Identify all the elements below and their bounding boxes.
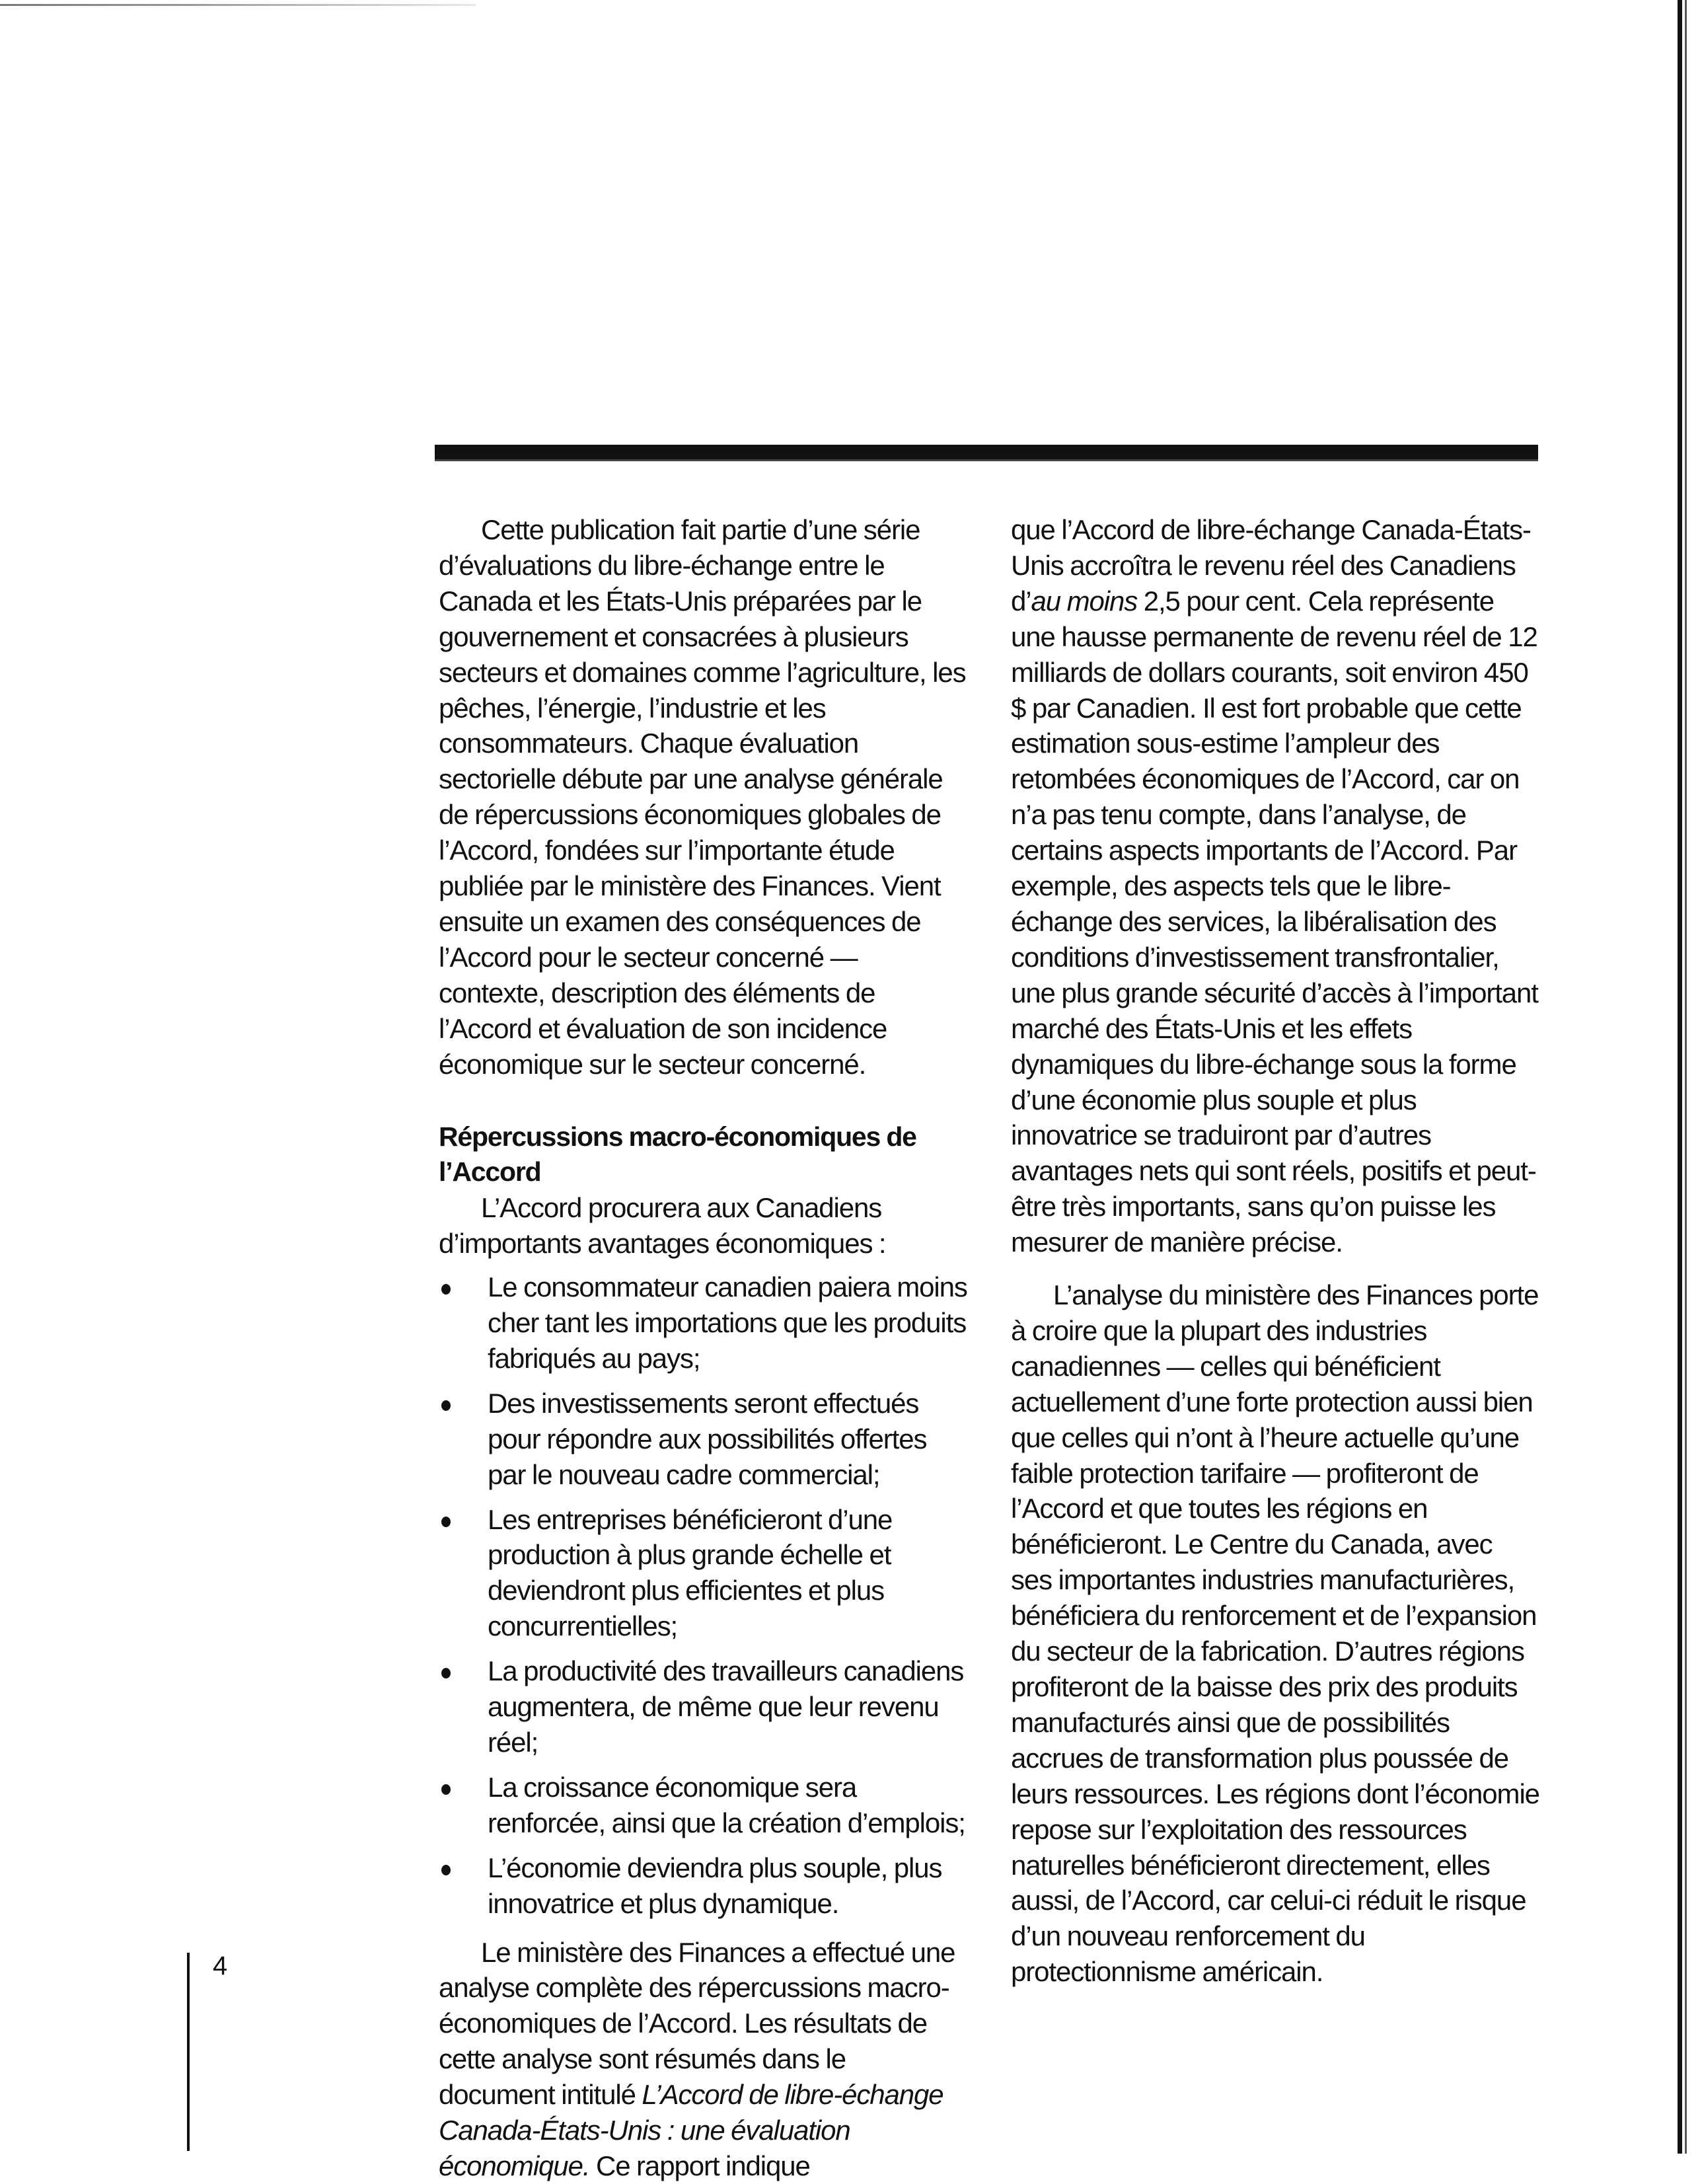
bullet-icon [441, 1865, 451, 1875]
bullet-icon [441, 1400, 451, 1411]
continued-paragraph [1011, 512, 1539, 1260]
section-heading: Répercussions macro-économiques de l’Accord [439, 1121, 916, 1187]
header-rule [435, 445, 1538, 461]
finance-paragraph [439, 1935, 967, 2184]
document-title: L’Accord de libre-échange Canada-États-Unis : une évaluation économique. [439, 2079, 943, 2181]
emphasis-text: au moins [1031, 585, 1138, 617]
list-item-text: L’économie deviendra plus souple, plus innovatrice et plus dynamique. [488, 1852, 942, 1919]
list-item-text: Le consommateur canadien paiera moins cher tant les importations que les produits fabriqués au pays; [488, 1271, 967, 1374]
list-item [439, 1653, 967, 1760]
bullet-icon [441, 1284, 451, 1295]
finance-paragraph-end: Ce rapport indique [595, 2150, 810, 2181]
list-item [439, 1502, 967, 1645]
list-item [439, 1269, 967, 1376]
page-number: 4 [213, 1951, 228, 1980]
page-edge-border [1678, 0, 1687, 2154]
list-item [439, 1770, 967, 1841]
list-item [439, 1850, 967, 1922]
intro-paragraph: Cette publication fait partie d’une série d’évaluations du libre-échange entre le Canada et les États-Unis préparées par le gouvernement et consacrées à plusieurs secteurs et domaines comme l’agriculture, les pêches, l’énergie, l’industrie et les consommateurs. Chaque évaluation sectorielle débute par une analyse générale de répercussions économiques globales de l’Accord, fondées sur l’importante étude publiée par le ministère des Finances. Vient ensuite un examen des conséquences de l’Accord pour le secteur concerné — contexte, description des éléments de l’Accord et évaluation de son incidence économique sur le secteur concerné. [439, 514, 966, 1080]
benefits-intro: L’Accord procurera aux Canadiens d’importants avantages économiques : [439, 1192, 886, 1260]
list-item-text: La croissance économique sera renforcée, ainsi que la création d’emplois; [488, 1771, 965, 1838]
list-item-text: Les entreprises bénéficieront d’une production à plus grande échelle et deviendront plus efficientes et plus concurrentielles; [488, 1503, 893, 1642]
analysis-paragraph: L’analyse du ministère des Finances porte à croire que la plupart des industries canadiennes — celles qui bénéficient actuellement d’une forte protection aussi bien que celles qui n’ont à l’heure actuelle qu’une faible protection tarifaire — profiteront de l’Accord et que toutes les régions en bénéficieront. Le Centre du Canada, avec ses importantes industries manufacturières, bénéficiera du renforcement et de l’expansion du secteur de la fabrication. D’autres régions profiteront de la baisse des prix des produits manufacturés ainsi que de possibilités accrues de transformation plus poussée de leurs ressources. Les régions dont l’économie repose sur l’exploitation des ressources naturelles bénéficieront directement, elles aussi, de l’Accord, car celui-ci réduit le risque d’un nouveau renforcement du protectionnisme américain. [1011, 1279, 1539, 1988]
bullet-icon [441, 1784, 451, 1795]
benefits-list [439, 1269, 967, 1921]
list-item-text: Des investissements seront effectués pour répondre aux possibilités offertes par le nouveau cadre commercial; [488, 1387, 927, 1490]
scan-artifact-line [0, 4, 476, 6]
bullet-icon [441, 1517, 451, 1527]
finance-paragraph-start: Le ministère des Finances a effectué une analyse complète des répercussions macro-économiques de l’Accord. Les résultats de cette analyse sont résumés dans le document intitulé [439, 1936, 955, 2111]
continued-rest: 2,5 pour cent. Cela représente une hausse permanente de revenu réel de 12 milliards de dollars courants, soit environ 450 $ par Canadien. Il est fort probable que cette estimation sous-estime l’ampleur des retombées économiques de l’Accord, car on n’a pas tenu compte, dans l’analyse, de certains aspects importants de l’Accord. Par exemple, des aspects tels que le libre-échange des services, la libéralisation des conditions d’investissement transfrontalier, une plus grande sécurité d’accès à l’important marché des États-Unis et les effets dynamiques du libre-échange sous la forme d’une économie plus souple et plus innovatrice se traduiront par d’autres avantages nets qui sont réels, positifs et peut-être très importants, sans qu’on puisse les mesurer de manière précise. [1011, 585, 1538, 1258]
right-column [1011, 512, 1539, 1990]
continued-start: que l’Accord de libre-échange Canada-États-Unis accroîtra le revenu réel des Canadiens d’ [1011, 514, 1531, 617]
list-item [439, 1386, 967, 1493]
bullet-icon [441, 1668, 451, 1678]
left-column [439, 512, 967, 2184]
list-item-text: La productivité des travailleurs canadiens augmentera, de même que leur revenu réel; [488, 1655, 964, 1758]
margin-bar [187, 1953, 190, 2151]
